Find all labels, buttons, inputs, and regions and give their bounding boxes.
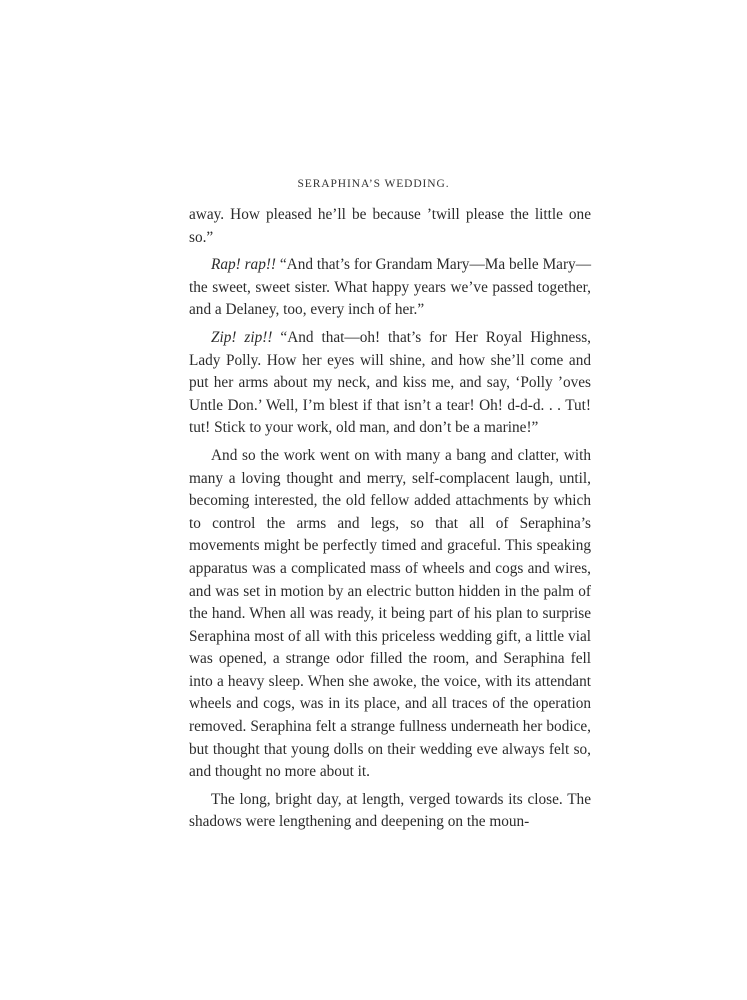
paragraph-3 [189,327,591,440]
paragraph-2-text: “And that’s for Grandam Mary—Ma belle Mary—the sweet, sweet sister. What happy years we’ve passed together, and a Delaney, too, every inch of her.” [189,256,591,319]
paragraph-4 [189,445,591,784]
body-text [189,204,591,834]
running-head: SERAPHINA’S WEDDING. [297,178,450,190]
paragraph-3-lead: Zip! zip!! [211,328,273,346]
paragraph-2 [189,254,591,322]
paragraph-3-text: “And that—oh! that’s for Her Royal Highness, Lady Polly. How her eyes will shine, and how she’ll come and put her arms about my neck, and kiss me, and say, ‘Polly ’oves Untle Don.’ Well, I’m blest if that isn’t a tear! Oh! d-d-d. . . Tut! tut! Stick to your work, old man, and don’t be a marine!” [189,328,591,437]
paragraph-5 [189,789,591,834]
paragraph-5-text: The long, bright day, at length, verged towards its close. The shadows were lengthening and deepening on the moun- [189,790,591,831]
paragraph-1 [189,204,591,249]
paragraph-1-text: away. How pleased he’ll be because ’twill please the little one so.” [189,206,591,246]
paragraph-4-text: And so the work went on with many a bang and clatter, with many a loving thought and merry, self-complacent laugh, until, becoming interested, the old fellow added attachments by which to control the arms and legs, so that all of Seraphina’s movements might be perfectly timed and graceful. This speaking apparatus was a complicated mass of wheels and cogs and wires, and was set in motion by an electric button hidden in the palm of the hand. When all was ready, it being part of his plan to surprise Seraphina most of all with this priceless wedding gift, a little vial was opened, a strange odor filled the room, and Seraphina fell into a heavy sleep. When she awoke, the voice, with its attendant wheels and cogs, was in its place, and all traces of the operation removed. Seraphina felt a strange fullness underneath her bodice, but thought that young dolls on their wedding eve always felt so, and thought no more about it. [189,446,591,781]
paragraph-2-lead: Rap! rap!! [211,256,277,274]
